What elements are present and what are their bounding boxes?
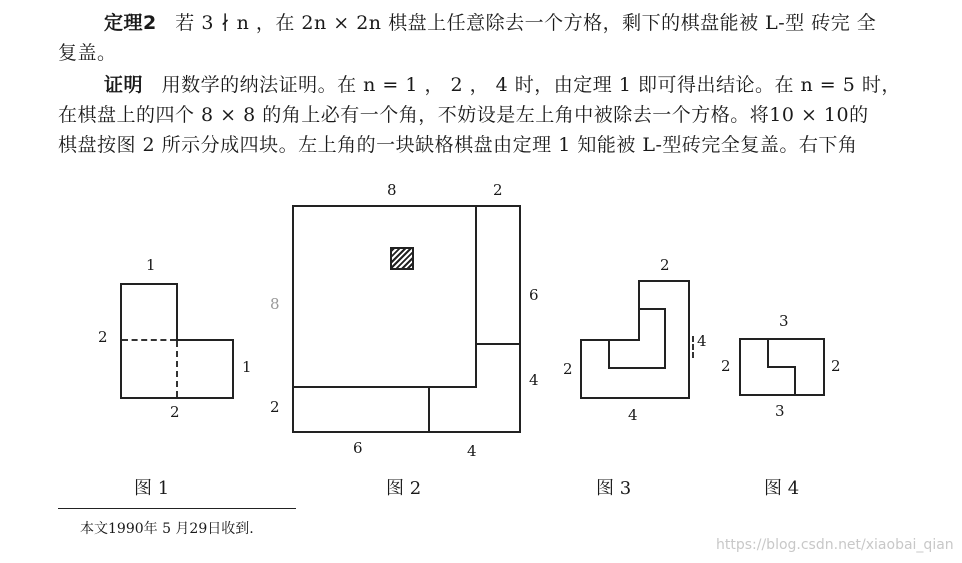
fig2-caption: 图 2	[386, 478, 422, 499]
fig3-caption: 图 3	[596, 478, 632, 499]
theorem-statement: 若 3 ∤ n ，在 2n × 2n 棋盘上任意除去一个方格，剩下的棋盘能被 L-型 砖完 全	[175, 12, 877, 34]
fig4-label-top: 3	[779, 312, 789, 330]
fig1-edge	[120, 397, 234, 399]
fig4-label-bottom: 3	[775, 402, 785, 420]
footnote-rule	[58, 508, 296, 509]
fig3-edge	[688, 280, 690, 399]
fig3-inner	[608, 367, 666, 369]
fig4-caption: 图 4	[764, 478, 800, 499]
fig3-label-top: 2	[660, 256, 670, 274]
fig4-inner	[794, 366, 796, 396]
fig3-edge	[580, 339, 582, 399]
fig1-dashed-divider	[176, 341, 178, 397]
proof-label: 证明	[104, 74, 144, 96]
text-line-5: 棋盘按图 2 所示分成四块。左上角的一块缺格棋盘由定理 1 知能被 L-型砖完全复盖。右下角	[58, 134, 858, 156]
fig2-label-left-a: 8	[270, 295, 280, 313]
fig1-label-right: 1	[242, 358, 252, 376]
fig2-label-right-a: 6	[529, 286, 539, 304]
fig1-edge	[232, 339, 234, 399]
fig1-dashed-divider	[122, 339, 176, 341]
fig3-dashed-divider	[692, 336, 694, 358]
fig1-edge	[176, 283, 178, 341]
text-line-4: 在棋盘上的四个 8 × 8 的角上必有一个角，不妨设是左上角中被除去一个方格。将10 × 10的	[58, 104, 869, 126]
fig1-label-left: 2	[98, 328, 108, 346]
fig1-edge	[176, 339, 234, 341]
theorem-label: 定理2	[104, 12, 157, 34]
fig3-edge	[580, 397, 690, 399]
fig1-label-top: 1	[146, 256, 156, 274]
fig4-inner	[767, 338, 769, 368]
text-line-1	[104, 8, 876, 35]
fig4-label-right: 2	[831, 357, 841, 375]
text-line-3	[104, 70, 901, 97]
fig1-caption: 图 1	[134, 478, 170, 499]
fig4-inner	[767, 366, 796, 368]
fig4-label-left: 2	[721, 357, 731, 375]
fig2-label-top-b: 2	[493, 181, 503, 199]
fig3-label-left: 2	[563, 360, 573, 378]
fig3-inner	[664, 308, 666, 368]
fig1-edge	[120, 283, 122, 399]
fig2-removed-square	[390, 247, 414, 270]
fig2-divider	[292, 386, 477, 388]
proof-statement: 用数学的纳法证明。在 n = 1 ， 2 ， 4 时，由定理 1 即可得出结论。在 n = 5 时，	[161, 74, 901, 96]
watermark: https://blog.csdn.net/xiaobai_qian	[716, 537, 954, 553]
fig2-label-bottom-a: 6	[353, 439, 363, 457]
fig1-edge	[120, 283, 178, 285]
fig2-outer-board	[292, 205, 521, 433]
fig2-label-left-b: 2	[270, 398, 280, 416]
fig2-divider	[428, 386, 430, 433]
fig2-label-top-a: 8	[387, 181, 397, 199]
fig2-label-bottom-b: 4	[467, 442, 477, 460]
fig3-inner	[638, 308, 666, 310]
fig3-edge	[638, 280, 688, 282]
fig3-label-right: 4	[697, 332, 707, 350]
fig3-edge	[580, 339, 640, 341]
fig2-divider	[475, 343, 521, 345]
fig3-label-bottom: 4	[628, 406, 638, 424]
fig2-label-right-b: 4	[529, 371, 539, 389]
footnote-text: 本文1990年 5 月29日收到.	[80, 521, 254, 537]
text-line-2: 复盖。	[58, 42, 117, 64]
fig1-label-bottom: 2	[170, 403, 180, 421]
fig3-inner	[608, 339, 610, 369]
fig2-divider	[475, 343, 477, 388]
